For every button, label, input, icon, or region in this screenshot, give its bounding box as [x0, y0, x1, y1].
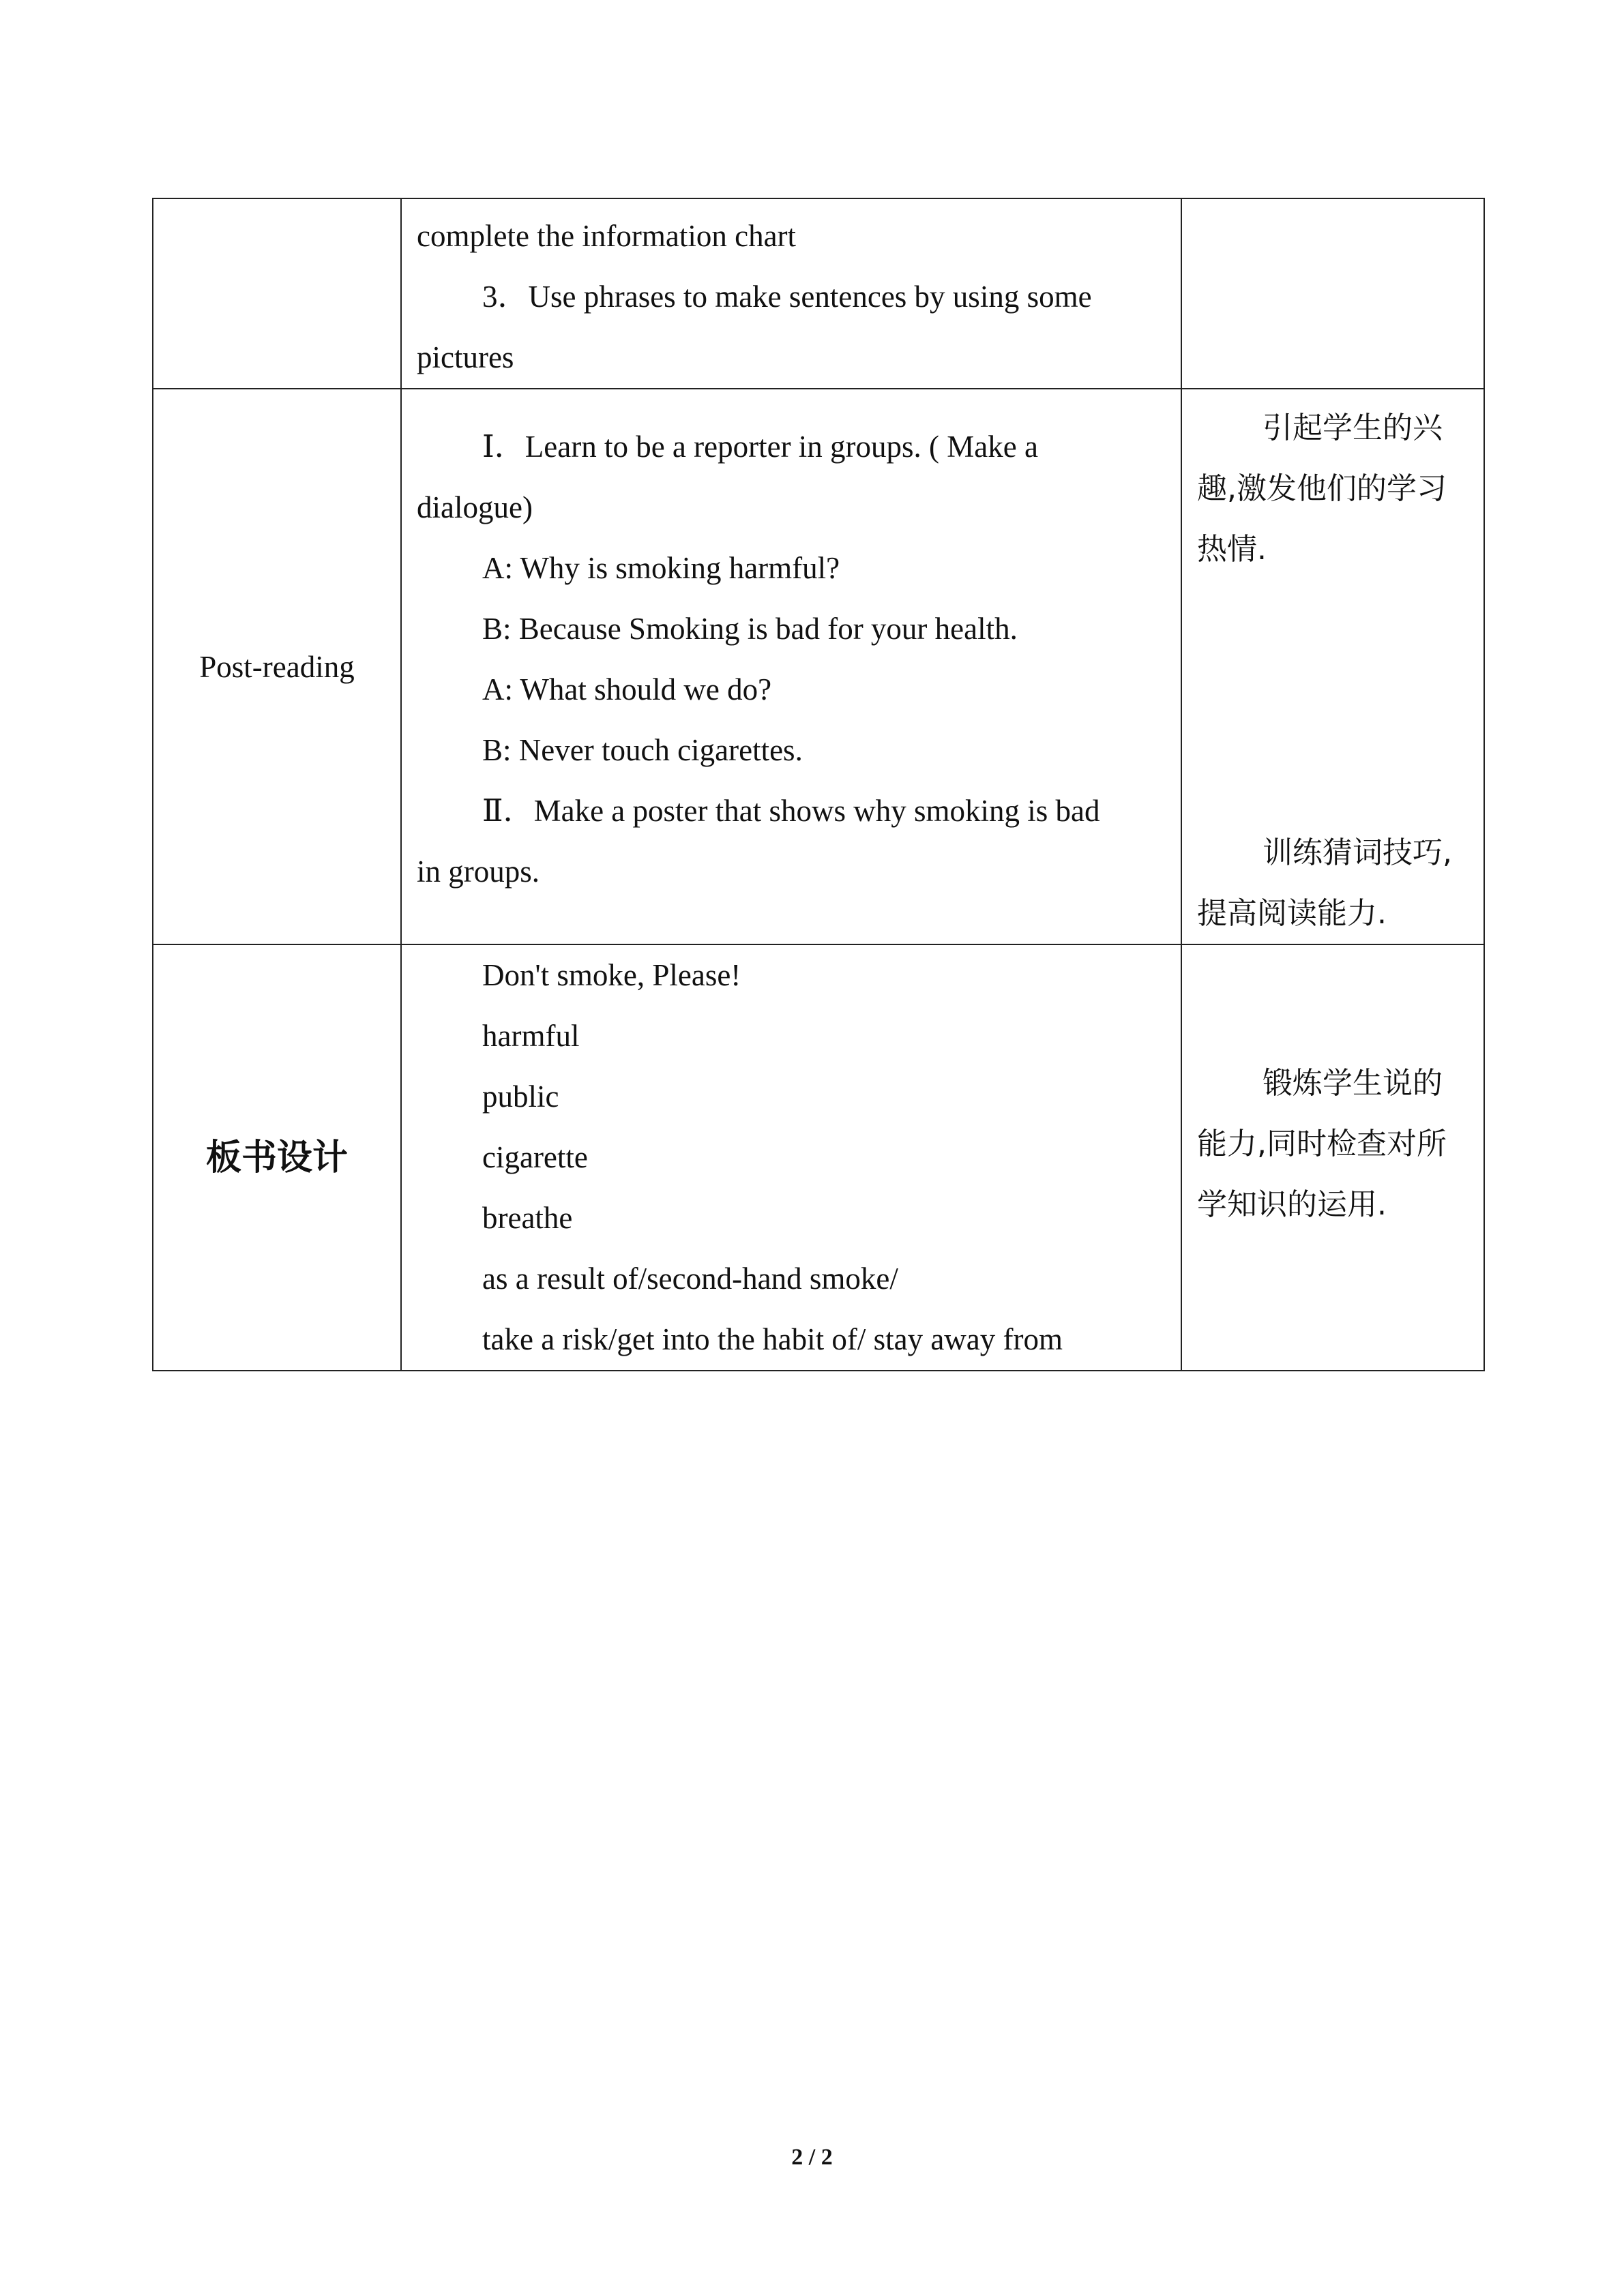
stage-cell: [153, 198, 401, 389]
board-design-label: 板书设计: [205, 1137, 348, 1178]
activity-line: Ⅱ．Make a poster that shows why smoking is bad: [482, 794, 1100, 828]
page-number: 2 / 2: [791, 2145, 833, 2170]
activity-cell: [401, 198, 1181, 389]
purpose-cell: [1181, 198, 1484, 389]
table-row: [153, 389, 1484, 944]
purpose-line: 训练猜词技巧,: [1263, 835, 1452, 870]
board-line: breathe: [482, 1201, 573, 1235]
activity-line: A: Why is smoking harmful?: [482, 551, 840, 585]
activity-line: pictures: [417, 340, 514, 374]
board-line: public: [482, 1079, 559, 1114]
board-line: as a result of/second-hand smoke/: [482, 1262, 898, 1296]
activity-line: B: Never touch cigarettes.: [482, 733, 803, 767]
stage-cell: [153, 389, 401, 944]
activity-line: Ⅰ．Learn to be a reporter in groups. ( Make a: [482, 430, 1038, 464]
board-line: harmful: [482, 1019, 580, 1053]
activity-line: complete the information chart: [417, 219, 797, 253]
activity-cell: [401, 389, 1181, 944]
table-row: [153, 944, 1484, 1371]
stage-cell: [153, 944, 401, 1371]
stage-label: Post-reading: [199, 649, 355, 684]
activity-line: B: Because Smoking is bad for your health.: [482, 612, 1018, 646]
purpose-line: 趣,激发他们的学习: [1197, 471, 1447, 506]
purpose-line: 提高阅读能力.: [1197, 896, 1387, 931]
activity-line: A: What should we do?: [482, 672, 772, 706]
activity-line: dialogue): [417, 490, 533, 524]
board-line: Don't smoke, Please!: [482, 958, 741, 992]
purpose-cell: [1181, 389, 1484, 944]
purpose-line: 学知识的运用.: [1197, 1187, 1387, 1222]
lesson-plan-table: [152, 198, 1485, 1371]
purpose-cell: [1181, 944, 1484, 1371]
board-line: cigarette: [482, 1140, 588, 1174]
purpose-line: 引起学生的兴: [1263, 411, 1443, 445]
activity-cell: [401, 944, 1181, 1371]
table-row: [153, 198, 1484, 389]
activity-line: in groups.: [417, 854, 540, 889]
activity-line: 3．Use phrases to make sentences by using some: [482, 280, 1092, 314]
purpose-line: 热情.: [1197, 532, 1267, 567]
board-line: take a risk/get into the habit of/ stay away from: [482, 1322, 1063, 1356]
purpose-line: 能力,同时检查对所: [1197, 1127, 1447, 1161]
purpose-line: 锻炼学生说的: [1263, 1066, 1443, 1101]
